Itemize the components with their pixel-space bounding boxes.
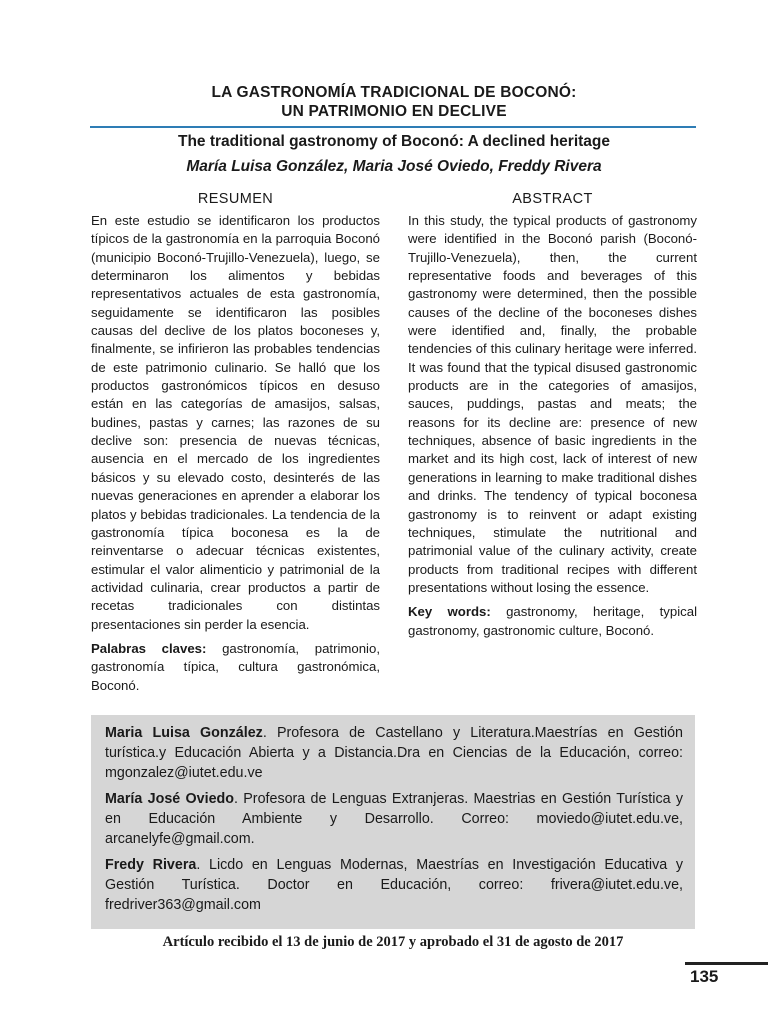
spanish-title-line-2: UN PATRIMONIO EN DECLIVE bbox=[281, 103, 507, 120]
author-bio bbox=[105, 723, 683, 783]
author-bio-text: . Licdo en Lenguas Modernas, Maestrías en Investigación Educativa y Gestión Turística. Doctor en Educación, correo: frivera@iutet.edu.ve, fredriver363@gmail.com bbox=[105, 857, 683, 913]
author-bio-text: . Profesora de Lenguas Extranjeras. Maestrias en Gestión Turística y en Educación Ambiente y Desarrollo. Correo: moviedo@iutet.edu.ve, arcanelyfe@gmail.com. bbox=[105, 791, 684, 847]
author-bio-name: Fredy Rivera bbox=[105, 857, 197, 873]
spanish-title bbox=[90, 83, 698, 121]
english-title: The traditional gastronomy of Boconó: A declined heritage bbox=[177, 133, 611, 150]
abstract-heading: ABSTRACT bbox=[512, 191, 593, 207]
author-bio-name: María José Oviedo bbox=[105, 791, 234, 807]
page-number-rule bbox=[685, 962, 768, 965]
received-note: Artículo recibido el 13 de junio de 2017 y aprobado el 31 de agosto de 2017 bbox=[162, 934, 624, 950]
title-divider bbox=[90, 126, 696, 128]
resumen-keywords-label: Palabras claves: bbox=[91, 640, 207, 656]
author-bio-text: . Profesora de Castellano y Literatura.Maestrías en Gestión turística.y Educación Abierta y a Distancia.Dra en Ciencias de la Educación, correo: mgonzalez@iutet.edu.ve bbox=[105, 725, 683, 781]
abstract-keywords-text: gastronomy, heritage, typical gastronomy, gastronomic culture, Boconó. bbox=[408, 604, 697, 638]
abstract-column bbox=[408, 190, 697, 640]
resumen-column bbox=[91, 190, 380, 695]
author-list: María Luisa González, Maria José Oviedo, Freddy Rivera bbox=[186, 158, 602, 175]
author-bio bbox=[105, 789, 683, 849]
resumen-keywords bbox=[91, 640, 380, 695]
resumen-keywords-text: gastronomía, patrimonio, gastronomía típica, cultura gastronómica, Boconó. bbox=[91, 640, 380, 693]
author-bio bbox=[105, 855, 683, 915]
page-number: 135 bbox=[690, 967, 719, 986]
abstract-keywords bbox=[408, 603, 697, 640]
abstract-keywords-label: Key words: bbox=[408, 604, 491, 620]
author-bio-name: Maria Luisa González bbox=[105, 725, 263, 741]
resumen-heading: RESUMEN bbox=[197, 191, 274, 207]
resumen-body: En este estudio se identificaron los productos típicos de la gastronomía en la parroquia Boconó (municipio Boconó-Trujillo-Venezuela), luego, se determinaron los alimentos y bebidas representativos actuales de esta gastronomía, seguidamente se identificaron las posibles causas del declive de los platos boconeses y, finalmente, se infirieron las probables tendencias de este patrimonio culinario. Se halló que los productos gastronómicos típicos en desuso están en las categorías de amasijos, salsas, budines, pastas y carnes; las razones de su declive son: presencia de nuevas técnicas, ausencia en el mercado de los ingredientes básicos y su elevado costo, desinterés de las nuevas generaciones en aprender a elaborar los platos y bebidas tradicionales. La tendencia de la gastronomía típica boconesa es la de reinventarse o adecuar técnicas existentes, estimular el valor alimenticio y patrimonial de la actividad culinaria, crear productos a partir de recetas tradicionales con distintas presentaciones sin perder la esencia. bbox=[91, 213, 380, 632]
abstract-body: In this study, the typical products of gastronomy were identified in the Boconó parish (Boconó-Trujillo-Venezuela), then, the current representative foods and beverages of this gastronomy were determined, then the possible causes of the decline of the boconeses dishes were identified and, finally, the probable tendencies of this culinary heritage were inferred. It was found that the typical disused gastronomic products are in the categories of amasijos, sauces, puddings, pastas and meats; the reasons for its decline are: presence of new techniques, absence of basic ingredients in the market and its high cost, lack of interest of new generations in learning to make traditional dishes and drinks. The tendency of typical boconesa gastronomy is to reinvent or adapt existing techniques, stimulate the nutritional and patrimonial value of the culinary activity, create products from traditional recipes with different presentations without losing the essence. bbox=[408, 213, 697, 595]
spanish-title-line-1: LA GASTRONOMÍA TRADICIONAL DE BOCONÓ: bbox=[211, 84, 577, 101]
